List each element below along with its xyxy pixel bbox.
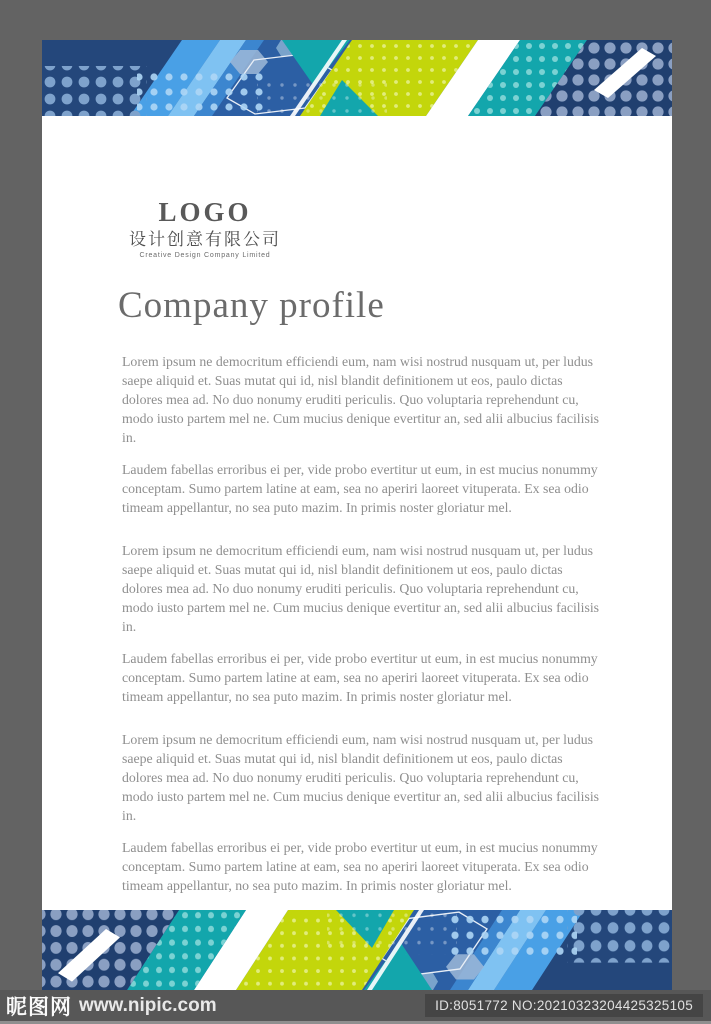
image-id-badge: ID:8051772 NO:20210323204425325105	[425, 994, 703, 1017]
body-paragraph: Lorem ipsum ne democritum efficiendi eum, nam wisi nostrud nusquam ut, per ludus saepe aliquid et. Suas mutat qui id, nisl blandit definitionem ut eos, paulo dictas dolores mea ad. No duo nonumy eruditi periculis. Quo voluptaria reprehendunt cu, modo iusto partem mel ne. Cum mucius denique evertitur an, sed alii albucius facilisis in.	[122, 732, 600, 823]
text-section	[122, 730, 606, 895]
watermark-bar	[0, 990, 711, 1024]
footer-banner-graphic	[42, 910, 672, 990]
body-paragraph: Lorem ipsum ne democritum efficiendi eum, nam wisi nostrud nusquam ut, per ludus saepe aliquid et. Suas mutat qui id, nisl blandit definitionem ut eos, paulo dictas dolores mea ad. No duo nonumy eruditi periculis. Quo voluptaria reprehendunt cu, modo iusto partem mel ne. Cum mucius denique evertitur an, sed alii albucius facilisis in.	[122, 543, 600, 634]
site-url: www.nipic.com	[79, 994, 217, 1016]
header-banner-graphic	[42, 40, 672, 116]
text-section	[122, 352, 606, 517]
body-paragraph: Laudem fabellas erroribus ei per, vide probo evertitur ut eum, in est mucius nonummy conceptam. Sumo partem latine at eam, sea no aperiri laoreet vituperata. Ex sea odio timeam appellantur, no sea puto mazim. In primis noster gloriatur mel.	[122, 651, 598, 704]
text-section	[122, 541, 606, 706]
body-paragraph: Laudem fabellas erroribus ei per, vide probo evertitur ut eum, in est mucius nonummy conceptam. Sumo partem latine at eam, sea no aperiri laoreet vituperata. Ex sea odio timeam appellantur, no sea puto mazim. In primis noster gloriatur mel.	[122, 840, 598, 893]
company-name-en: Creative Design Company Limited	[139, 252, 271, 260]
company-name-cn: 设计创意有限公司	[129, 229, 281, 249]
site-logo-text: 昵图网	[6, 995, 72, 1019]
company-logo	[120, 198, 290, 259]
document-page	[42, 40, 672, 990]
body-paragraph: Laudem fabellas erroribus ei per, vide probo evertitur ut eum, in est mucius nonummy conceptam. Sumo partem latine at eam, sea no aperiri laoreet vituperata. Ex sea odio timeam appellantur, no sea puto mazim. In primis noster gloriatur mel.	[122, 462, 598, 515]
document-body	[122, 352, 606, 919]
body-paragraph: Lorem ipsum ne democritum efficiendi eum, nam wisi nostrud nusquam ut, per ludus saepe aliquid et. Suas mutat qui id, nisl blandit definitionem ut eos, paulo dictas dolores mea ad. No duo nonumy eruditi periculis. Quo voluptaria reprehendunt cu, modo iusto partem mel ne. Cum mucius denique evertitur an, sed alii albucius facilisis in.	[122, 354, 600, 445]
logo-wordmark: LOGO	[158, 197, 252, 227]
page-title: Company profile	[118, 285, 385, 326]
watermark-site	[0, 991, 217, 1021]
